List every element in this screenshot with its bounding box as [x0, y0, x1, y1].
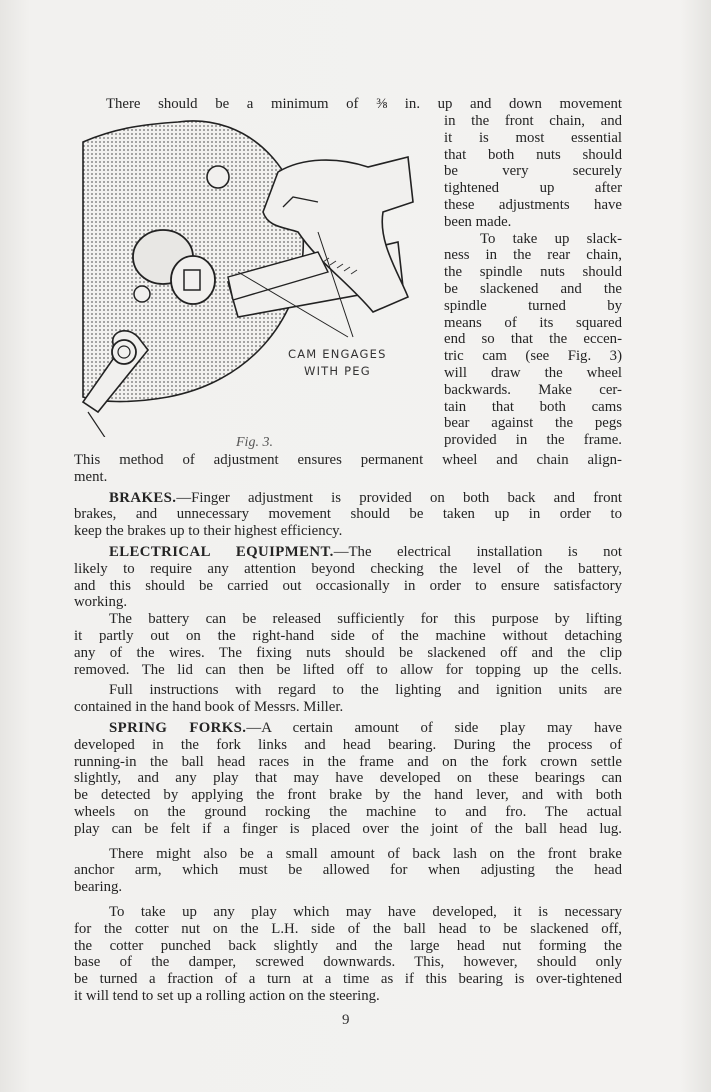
text-line: wheels on the ground rocking the machine to and fro. The actual [74, 803, 622, 820]
text-line: any of the wires. The fixing nuts should be slackened off and the clip [74, 644, 622, 661]
brakes-line [74, 490, 622, 507]
text-line: be slackened and the [444, 280, 622, 297]
electrical-heading: ELECTRICAL EQUIPMENT. [109, 543, 334, 560]
text-line: means of its squared [444, 314, 622, 331]
spring-forks-heading: SPRING FORKS. [109, 719, 247, 736]
page-number: 9 [342, 1012, 350, 1028]
text-line: tain that both cams [444, 398, 622, 415]
figure-caption: Fig. 3. [236, 435, 273, 450]
text-line: provided in the frame. [444, 432, 622, 449]
text-line: removed. The lid can then be lifted off to allow for topping up the cells. [74, 661, 622, 678]
text-line: keep the brakes up to their highest efficiency. [74, 523, 343, 540]
text-line: brakes, and unnecessary movement should be taken up in order to [74, 506, 622, 523]
text-line: tric cam (see Fig. 3) [444, 348, 622, 365]
text-line: these adjustments have [444, 196, 622, 213]
text-line: To take up slack- [480, 230, 622, 247]
text-line: base of the damper, screwed downwards. This, however, should only [74, 954, 622, 971]
text-line: To take up any play which may have developed, it is necessary [109, 903, 622, 920]
text-line: spindle turned by [444, 297, 622, 314]
figure-label-line1: CAM ENGAGES [288, 347, 387, 361]
electrical-line [74, 544, 622, 561]
text-span: —Finger adjustment is provided on both back and front [176, 489, 622, 506]
text-line: be detected by applying the front brake by the hand lever, and with both [74, 787, 622, 804]
text-line: slightly, and any play that may have developed on these bearings can [74, 770, 622, 787]
text-line: This method of adjustment ensures permanent wheel and chain align- [74, 452, 622, 468]
text-line: There might also be a small amount of back lash on the front brake [109, 845, 622, 862]
text-line: be turned a fraction of a turn at a time as if this bearing is over-tightened [74, 971, 622, 988]
text-line: likely to require any attention beyond checking the level of the battery, [74, 560, 622, 577]
intro-line: There should be a minimum of ⅜ in. up and down movement [106, 96, 622, 112]
text-line: backwards. Make cer- [444, 381, 622, 398]
text-line: be very securely [444, 163, 622, 180]
text-line: it is most essential [444, 129, 622, 146]
text-line: been made. [444, 213, 512, 230]
brakes-heading: BRAKES. [109, 489, 177, 506]
figure-3-illustration [78, 112, 418, 437]
text-line: that both nuts should [444, 146, 622, 163]
text-line: contained in the hand book of Messrs. Miller. [74, 699, 344, 716]
spring-forks-line [74, 720, 622, 737]
text-span: —A certain amount of side play may have [246, 719, 622, 736]
text-line: bear against the pegs [444, 415, 622, 432]
right-column [444, 113, 622, 449]
text-line: bearing. [74, 879, 123, 896]
text-line: running-in the ball head races in the frame and on the fork crown settle [74, 753, 622, 770]
text-line: will draw the wheel [444, 364, 622, 381]
text-line: working. [74, 594, 128, 611]
text-line: for the cotter nut on the L.H. side of the ball head to be slackened off, [74, 920, 622, 937]
text-line: it partly out on the right-hand side of the machine without detaching [74, 627, 622, 644]
text-line: ness in the rear chain, [444, 247, 622, 264]
text-line: tightened up after [444, 180, 622, 197]
figure-label-line2: WITH PEG [304, 364, 371, 378]
text-line: ment. [74, 468, 108, 485]
text-line: the cotter punched back slightly and the large head nut forming the [74, 937, 622, 954]
text-span: —The electrical installation is not [333, 543, 622, 560]
text-line: play can be felt if a finger is placed over the joint of the ball head lug. [74, 820, 622, 837]
text-line: end so that the eccen- [444, 331, 622, 348]
text-line: in the front chain, and [444, 113, 622, 129]
text-line: it will tend to set up a rolling action on the steering. [74, 987, 380, 1004]
text-line: developed in the fork links and head bearing. During the process of [74, 736, 622, 753]
text-line: the spindle nuts should [444, 264, 622, 281]
text-line: The battery can be released sufficiently for this purpose by lifting [109, 611, 622, 628]
text-line: and this should be carried out occasionally in order to ensure satisfactory [74, 577, 622, 594]
text-line: Full instructions with regard to the lighting and ignition units are [109, 682, 622, 699]
text-line: anchor arm, which must be allowed for when adjusting the head [74, 862, 622, 879]
body-text [74, 452, 622, 1005]
